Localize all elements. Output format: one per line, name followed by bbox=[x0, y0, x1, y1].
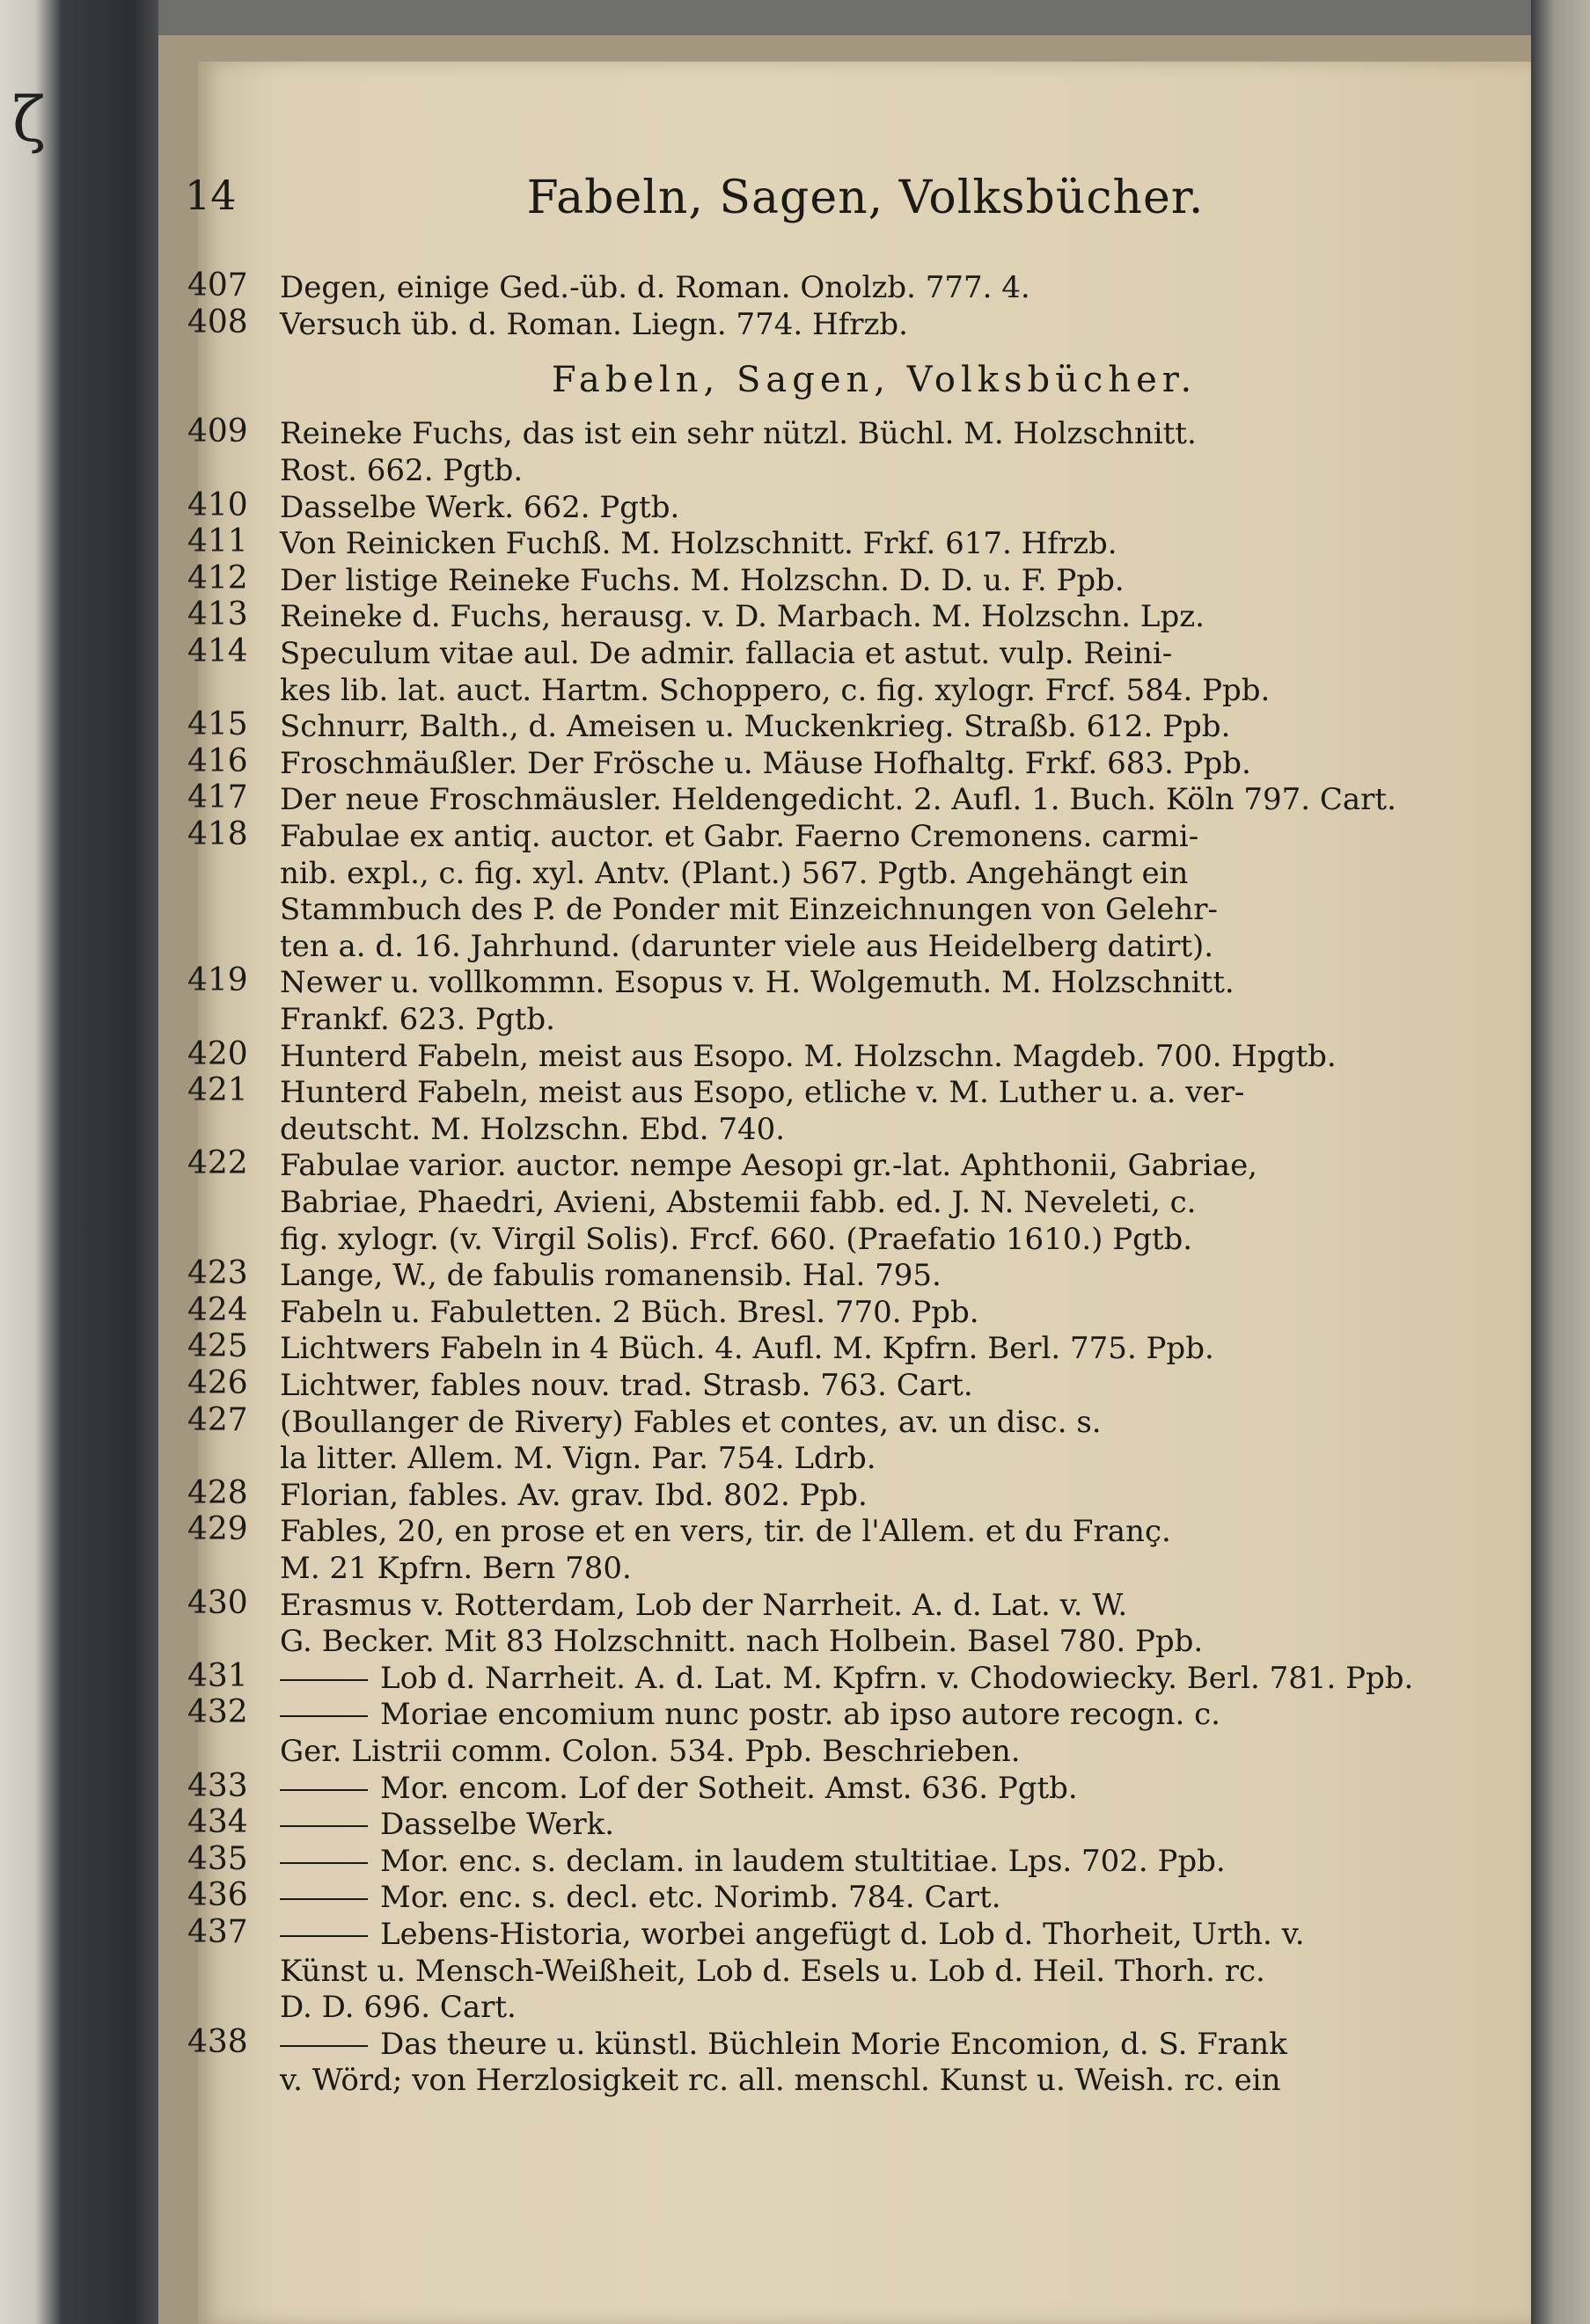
section-heading: Fabeln, Sagen, Volksbücher. bbox=[551, 359, 1198, 400]
entry-line bbox=[280, 1880, 1503, 1916]
page-number: 14 bbox=[185, 172, 237, 219]
entry-number: 423 bbox=[187, 1255, 248, 1292]
entry-line bbox=[280, 1772, 1503, 1804]
entry-text: Das theure u. künstl. Büchlein Morie Encomion, d. S. Frank bbox=[380, 2026, 1287, 2062]
entry-line: Schnurr, Balth., d. Ameisen u. Muckenkrieg. Straßb. 612. Ppb. bbox=[280, 709, 1231, 745]
entry-line: v. Wörd; von Herzlosigkeit rc. all. menschl. Kunst u. Weish. rc. ein bbox=[280, 2063, 1281, 2099]
entry-line: Newer u. vollkommn. Esopus v. H. Wolgemuth. M. Holzschnitt. bbox=[280, 965, 1235, 1001]
entry-line: Reineke d. Fuchs, herausg. v. D. Marbach. M. Holzschn. Lpz. bbox=[280, 599, 1205, 635]
entry-text: Lebens-Historia, worbei angefügt d. Lob d. Thorheit, Urth. v. bbox=[380, 1917, 1305, 1952]
entry-number: 424 bbox=[187, 1291, 248, 1328]
entry-line: Fabulae ex antiq. auctor. et Gabr. Faerno Cremonens. carmi- bbox=[280, 819, 1199, 854]
entry-line: Degen, einige Ged.-üb. d. Roman. Onolzb. 777. 4. bbox=[280, 270, 1030, 305]
entry-line: Frankf. 623. Pgtb. bbox=[280, 1002, 555, 1037]
entry-number: 430 bbox=[187, 1584, 248, 1621]
entry-number: 435 bbox=[187, 1840, 248, 1877]
entry-number: 422 bbox=[187, 1145, 248, 1182]
entry-line: Der neue Froschmäusler. Heldengedicht. 2. Aufl. 1. Buch. Köln 797. Cart. bbox=[280, 782, 1396, 818]
entry-line: Froschmäußler. Der Frösche u. Mäuse Hofhaltg. Frkf. 683. Ppb. bbox=[280, 745, 1251, 781]
entry-number: 416 bbox=[187, 742, 248, 779]
entry-line: Künst u. Mensch-Weißheit, Lob d. Esels u. Lob d. Heil. Thorh. rc. bbox=[280, 1953, 1265, 1989]
entry-line bbox=[280, 2028, 1503, 2060]
entry-number: 417 bbox=[187, 779, 248, 816]
entry-line bbox=[280, 1697, 1503, 1733]
entry-line: Lichtwer, fables nouv. trad. Strasb. 763. Cart. bbox=[280, 1368, 973, 1403]
entry-text: Mor. enc. s. declam. in laudem stultitiae. Lps. 702. Ppb. bbox=[380, 1843, 1226, 1879]
entry-line: Lange, W., de fabulis romanensib. Hal. 795. bbox=[280, 1258, 942, 1294]
entry-line: Fabeln u. Fabuletten. 2 Büch. Bresl. 770. Ppb. bbox=[280, 1294, 979, 1330]
page-header bbox=[0, 172, 1590, 242]
binding-mark: ζ bbox=[12, 84, 46, 156]
ditto-dash bbox=[280, 1715, 368, 1717]
entry-line: Fabulae varior. auctor. nempe Aesopi gr.-lat. Aphthonii, Gabriae, bbox=[280, 1148, 1257, 1184]
entry-line: Erasmus v. Rotterdam, Lob der Narrheit. A. d. Lat. v. W. bbox=[280, 1587, 1128, 1623]
entry-number: 434 bbox=[187, 1804, 248, 1841]
entry-text: Mor. encom. Lof der Sotheit. Amst. 636. Pgtb. bbox=[380, 1770, 1078, 1806]
entry-line: Von Reinicken Fuchß. M. Holzschnitt. Frkf. 617. Hfrzb. bbox=[280, 526, 1117, 562]
entry-line: Hunterd Fabeln, meist aus Esopo. M. Holzschn. Magdeb. 700. Hpgtb. bbox=[280, 1038, 1337, 1074]
entry-number: 428 bbox=[187, 1474, 248, 1511]
entry-number: 410 bbox=[187, 486, 248, 523]
entry-number: 408 bbox=[187, 303, 248, 340]
running-head: Fabeln, Sagen, Volksbücher. bbox=[526, 172, 1205, 224]
entry-line bbox=[280, 1845, 1503, 1877]
entry-text: Dasselbe Werk. bbox=[380, 1807, 615, 1843]
entry-number: 415 bbox=[187, 706, 248, 743]
next-page-edge bbox=[1531, 0, 1590, 2324]
ditto-dash bbox=[280, 1862, 368, 1864]
entry-line: Reineke Fuchs, das ist ein sehr nützl. Büchl. M. Holzschnitt. bbox=[280, 416, 1197, 452]
entry-line: Dasselbe Werk. 662. Pgtb. bbox=[280, 489, 680, 525]
entry-line: Rost. 662. Pgtb. bbox=[280, 453, 524, 488]
entry-line: Lichtwers Fabeln in 4 Büch. 4. Aufl. M. Kpfrn. Berl. 775. Ppb. bbox=[280, 1331, 1214, 1367]
entry-text: Lob d. Narrheit. A. d. Lat. M. Kpfrn. v. Chodowiecky. Berl. 781. Ppb. bbox=[380, 1660, 1414, 1696]
entry-number: 437 bbox=[187, 1914, 248, 1950]
entry-number: 419 bbox=[187, 962, 248, 999]
entry-line: ten a. d. 16. Jahrhund. (darunter viele aus Heidelberg datirt). bbox=[280, 928, 1214, 964]
ditto-dash bbox=[280, 1679, 368, 1681]
entry-line: Speculum vitae aul. De admir. fallacia et astut. vulp. Reini- bbox=[280, 636, 1173, 671]
entry-line: nib. expl., c. fig. xyl. Antv. (Plant.) 567. Pgtb. Angehängt ein bbox=[280, 855, 1189, 891]
entry-number: 413 bbox=[187, 596, 248, 633]
entry-line bbox=[280, 1918, 1503, 1950]
entry-line: D. D. 696. Cart. bbox=[280, 1990, 517, 2026]
entry-line: kes lib. lat. auct. Hartm. Schoppero, c. fig. xylogr. Frcf. 584. Ppb. bbox=[280, 672, 1271, 708]
entry-line bbox=[280, 1807, 1503, 1843]
entry-line: Ger. Listrii comm. Colon. 534. Ppb. Beschrieben. bbox=[280, 1734, 1021, 1769]
entry-number: 421 bbox=[187, 1072, 248, 1109]
entry-line: Babriae, Phaedri, Avieni, Abstemii fabb. ed. J. N. Neveleti, c. bbox=[280, 1185, 1197, 1220]
entry-number: 429 bbox=[187, 1511, 248, 1548]
ditto-dash bbox=[280, 1825, 368, 1827]
book-binding bbox=[0, 0, 158, 2324]
entry-line: G. Becker. Mit 83 Holzschnitt. nach Holbein. Basel 780. Ppb. bbox=[280, 1624, 1204, 1660]
entry-line bbox=[280, 1660, 1503, 1696]
ditto-dash bbox=[280, 1935, 368, 1937]
entry-number: 407 bbox=[187, 267, 248, 303]
entry-line: deutscht. M. Holzschn. Ebd. 740. bbox=[280, 1111, 786, 1147]
entry-line: Stammbuch des P. de Ponder mit Einzeichnungen von Gelehr- bbox=[280, 892, 1218, 928]
entry-number: 431 bbox=[187, 1657, 248, 1694]
entry-number: 418 bbox=[187, 816, 248, 852]
entry-line: Florian, fables. Av. grav. Ibd. 802. Ppb. bbox=[280, 1477, 868, 1513]
entry-line: M. 21 Kpfrn. Bern 780. bbox=[280, 1551, 632, 1586]
entry-line: Hunterd Fabeln, meist aus Esopo, etliche v. M. Luther u. a. ver- bbox=[280, 1075, 1245, 1111]
entry-line: Fables, 20, en prose et en vers, tir. de l'Allem. et du Franç. bbox=[280, 1514, 1171, 1550]
entry-line: Der listige Reineke Fuchs. M. Holzschn. D. D. u. F. Ppb. bbox=[280, 562, 1125, 598]
entry-number: 412 bbox=[187, 559, 248, 596]
ditto-dash bbox=[280, 1789, 368, 1791]
ditto-dash bbox=[280, 1898, 368, 1900]
entry-number: 409 bbox=[187, 413, 248, 450]
entry-number: 420 bbox=[187, 1035, 248, 1072]
entry-line: la litter. Allem. M. Vign. Par. 754. Ldrb. bbox=[280, 1441, 876, 1477]
entry-number: 432 bbox=[187, 1694, 248, 1731]
entry-number: 438 bbox=[187, 2023, 248, 2060]
entry-line: fig. xylogr. (v. Virgil Solis). Frcf. 660. (Praefatio 1610.) Pgtb. bbox=[280, 1221, 1193, 1257]
entry-line: (Boullanger de Rivery) Fables et contes, av. un disc. s. bbox=[280, 1404, 1102, 1440]
entry-number: 433 bbox=[187, 1767, 248, 1804]
entry-number: 411 bbox=[187, 523, 248, 560]
entry-text: Moriae encomium nunc postr. ab ipso autore recogn. c. bbox=[380, 1697, 1220, 1733]
entry-number: 414 bbox=[187, 633, 248, 669]
entry-text: Mor. enc. s. decl. etc. Norimb. 784. Cart. bbox=[380, 1880, 1001, 1916]
entry-number: 425 bbox=[187, 1328, 248, 1365]
ditto-dash bbox=[280, 2045, 368, 2047]
entry-number: 436 bbox=[187, 1877, 248, 1914]
entry-number: 427 bbox=[187, 1401, 248, 1438]
entry-number: 426 bbox=[187, 1365, 248, 1401]
entry-line: Versuch üb. d. Roman. Liegn. 774. Hfrzb. bbox=[280, 306, 908, 342]
